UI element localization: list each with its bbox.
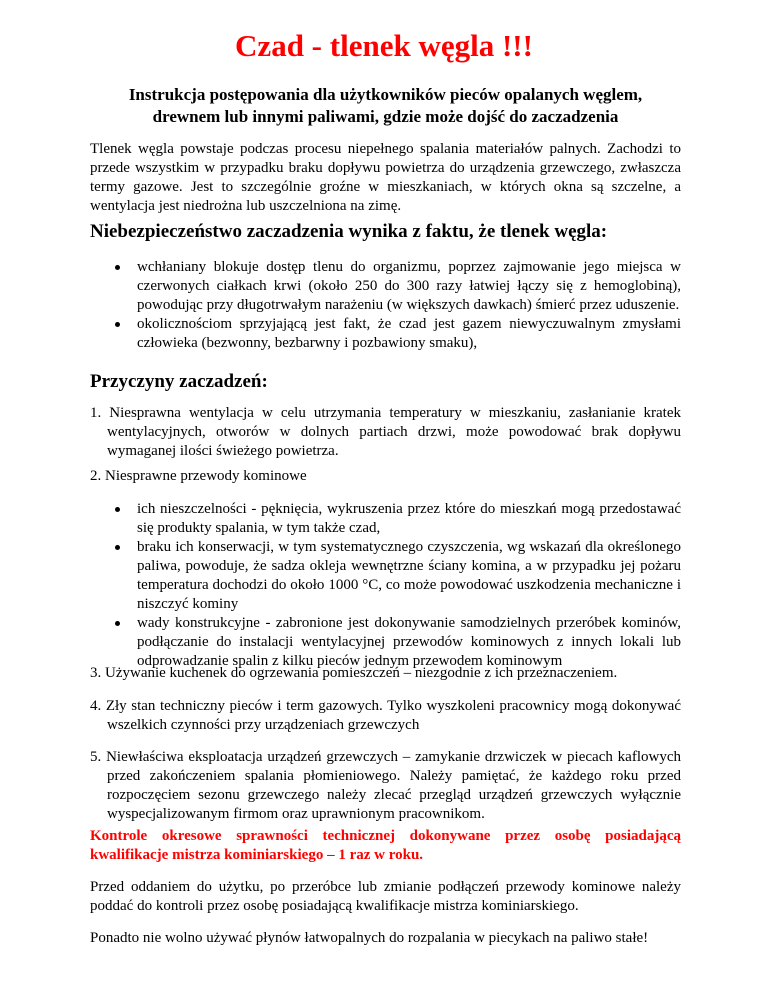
cause-2-list-item: braku ich konserwacji, w tym systematycznego czyszczenia, wg wskazań dla określonego paliwa, powoduje, że sadza okleja wewnętrzne ściany komina, a w przypadku jej pożaru temperatura dochodzi do około 1000 °C, co może powodować uszkodzenia mechaniczne i niszczyć kominy (90, 538, 681, 614)
cause-2-title: 2. Niesprawne przewody kominowe (90, 468, 307, 484)
cause-2-list-item: ich nieszczelności - pęknięcia, wykruszenia przez które do mieszkań mogą przedostawać się produkty spalania, w tym także czad, (90, 500, 681, 538)
subtitle-line-2: drewnem lub innymi paliwami, gdzie może dojść do zaczadzenia (152, 107, 619, 126)
warning-notice: Kontrole okresowe sprawności technicznej dokonywane przez osobę posiadającą kwalifikacje mistrza kominiarskiego – 1 raz w roku. (90, 828, 681, 863)
cause-5: 5. Niewłaściwa eksploatacja urządzeń grzewczych – zamykanie drzwiczek w piecach kaflowych przed zakończeniem spalania płomieniowego. Należy pamiętać, że każdego roku przed rozpoczęciem sezonu grzewczego należy zlecać przegląd urządzeń grzewczych wyłącznie wyspecjalizowanym firmom oraz uprawnionym pracownikom. (90, 749, 681, 822)
danger-list (90, 258, 681, 353)
cause-2-list-block (90, 500, 681, 671)
danger-list-block (90, 258, 681, 353)
cause-2-list-item: wady konstrukcyjne - zabronione jest dokonywanie samodzielnych przeróbek kominów, podłączanie do instalacji wentylacyjnej przewodów kominowych z innych lokali lub odprowadzanie spalin z kilku pieców jednym przewodem kominowym (90, 614, 681, 671)
danger-list-item: okolicznościom sprzyjającą jest fakt, że czad jest gazem niewyczuwalnym zmysłami człowieka (bezwonny, bezbarwny i pozbawiony smaku), (90, 315, 681, 353)
inspection-paragraph: Przed oddaniem do użytku, po przeróbce lub zmianie podłączeń przewody kominowe należy poddać do kontroli przez osobę posiadającą kwalifikacje mistrza kominiarskiego. (90, 879, 681, 914)
page-title: Czad - tlenek węgla !!! (235, 28, 533, 63)
document-subtitle (90, 84, 681, 128)
subtitle-line-1: Instrukcja postępowania dla użytkowników pieców opalanych węglem, (128, 85, 643, 104)
causes-heading: Przyczyny zaczadzeń: (90, 371, 268, 392)
intro-paragraph: Tlenek węgla powstaje podczas procesu niepełnego spalania materiałów palnych. Zachodzi to przede wszystkim w przypadku braku dopływu powietrza do urządzenia grzewczego, zwłaszcza termy gazowe. Jest to szczególnie groźne w mieszkaniach, w których okna są szczelne, a wentylacja jest niedrożna lub uszczelniona na zimę. (90, 141, 681, 214)
cause-1: 1. Niesprawna wentylacja w celu utrzymania temperatury w mieszkaniu, zasłanianie kratek wentylacyjnych, otworów w dolnych partiach drzwi, może powodować brak dopływu wymaganej ilości świeżego powietrza. (90, 405, 681, 459)
cause-4: 4. Zły stan techniczny pieców i term gazowych. Tylko wyszkoleni pracownicy mogą dokonywać wszelkich czynności przy urządzeniach grzewczych (90, 698, 681, 733)
final-note: Ponadto nie wolno używać płynów łatwopalnych do rozpalania w piecykach na paliwo stałe! (90, 930, 649, 946)
cause-2-list (90, 500, 681, 671)
danger-heading: Niebezpieczeństwo zaczadzenia wynika z faktu, że tlenek węgla: (90, 221, 608, 242)
danger-list-item: wchłaniany blokuje dostęp tlenu do organizmu, poprzez zajmowanie jego miejsca w czerwonych ciałkach krwi (około 250 do 300 razy łatwiej łączy się z hemoglobiną), powodując przy długotrwałym narażeniu (w większych dawkach) śmierć przez uduszenie. (90, 258, 681, 315)
cause-3: 3. Używanie kuchenek do ogrzewania pomieszczeń – niezgodnie z ich przeznaczeniem. (90, 665, 618, 681)
